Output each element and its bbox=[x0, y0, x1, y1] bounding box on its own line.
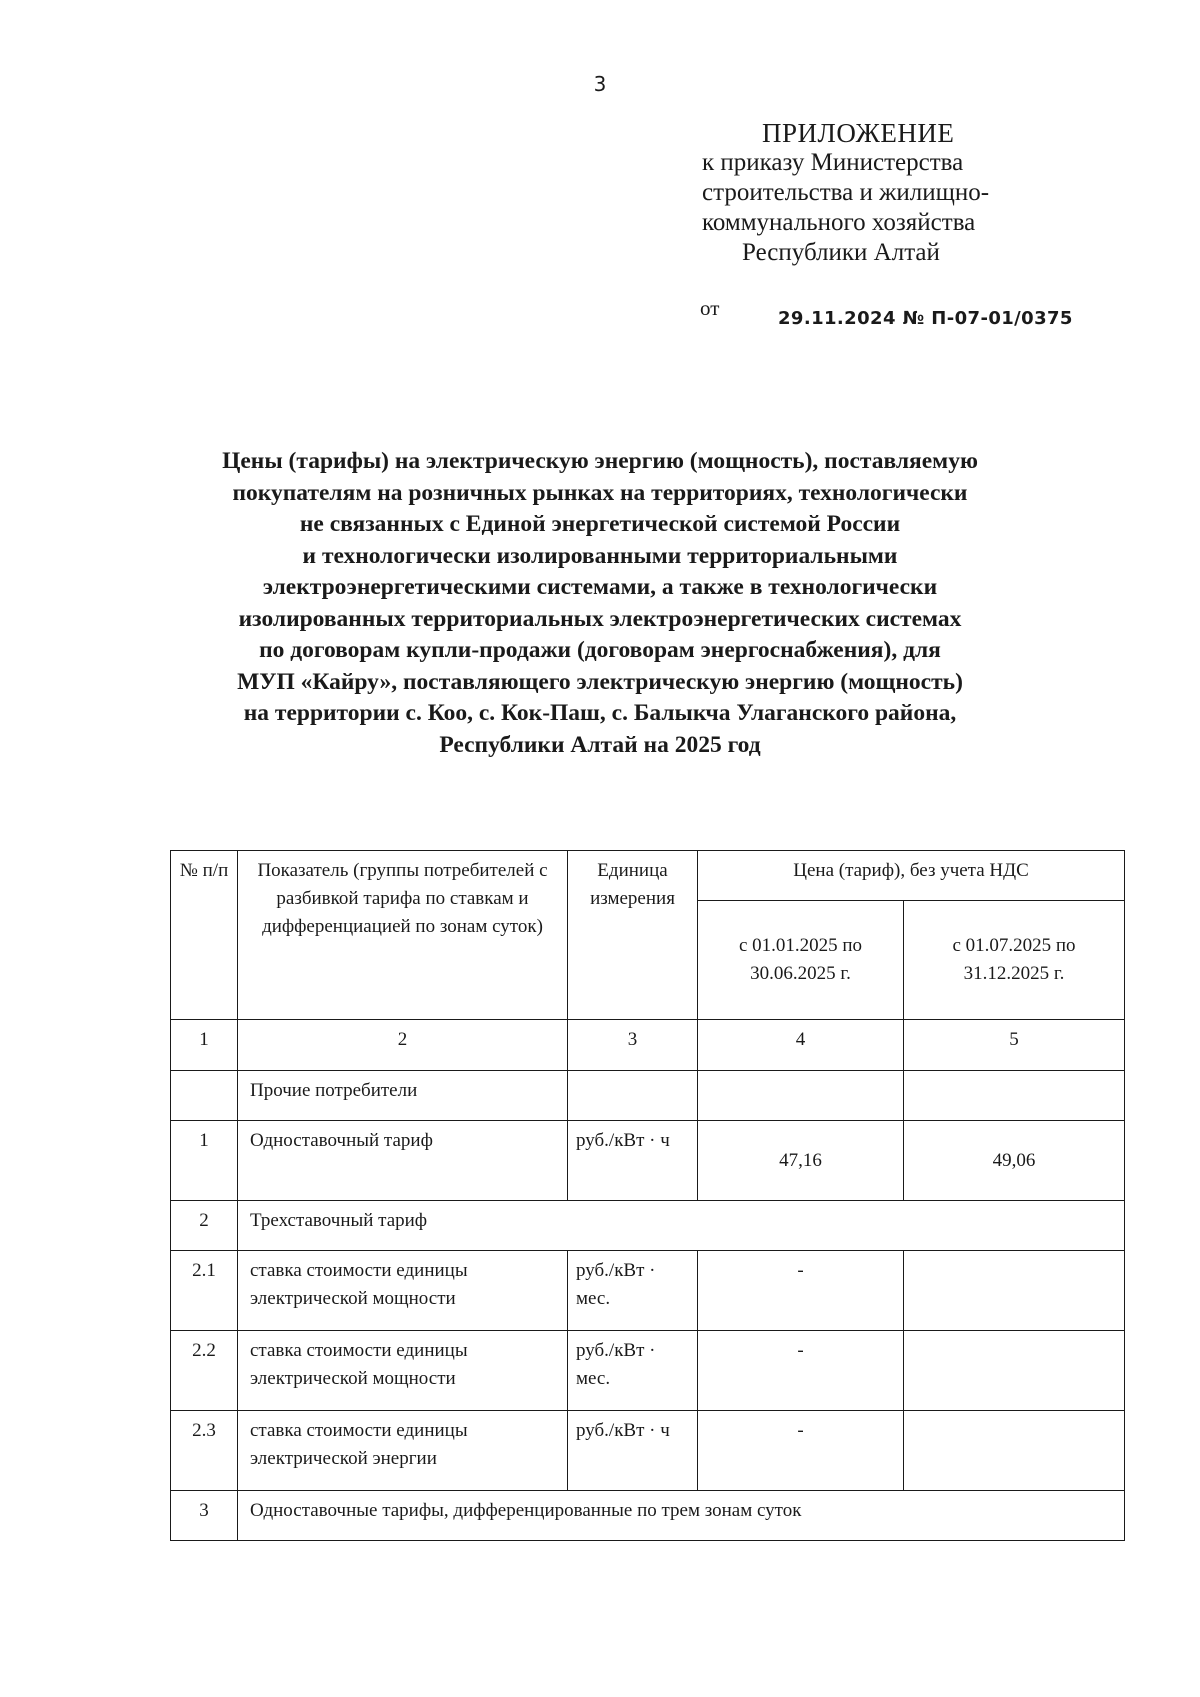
title-line: МУП «Кайру», поставляющего электрическую энергию (мощность) bbox=[237, 668, 963, 695]
date-prefix: от bbox=[700, 296, 720, 320]
cell-name: Одноставочный тариф bbox=[238, 1121, 568, 1201]
page-number: 3 bbox=[593, 72, 607, 96]
cell-num: 2.2 bbox=[171, 1331, 238, 1411]
cell-num: 2.1 bbox=[171, 1251, 238, 1331]
title-line: и технологически изолированными территориальными bbox=[302, 542, 898, 569]
cell-num bbox=[171, 1071, 238, 1121]
appendix-line: к приказу Министерства bbox=[702, 149, 964, 176]
col-number: 5 bbox=[904, 1020, 1125, 1071]
cell-name: Одноставочные тарифы, дифференцированные по трем зонам суток bbox=[238, 1491, 1125, 1541]
table-row bbox=[171, 1411, 1125, 1491]
title-line: Цены (тарифы) на электрическую энергию (мощность), поставляемую bbox=[222, 448, 978, 474]
header-unit: Единица измерения bbox=[568, 851, 698, 1020]
table-row bbox=[171, 1201, 1125, 1251]
header-period-1: с 01.01.2025 по 30.06.2025 г. bbox=[698, 901, 904, 1020]
table-row bbox=[171, 1071, 1125, 1121]
appendix-line: коммунального хозяйства bbox=[702, 209, 976, 236]
col-number: 3 bbox=[568, 1020, 698, 1071]
tariff-table bbox=[170, 850, 1125, 1541]
cell-price-2 bbox=[904, 1251, 1125, 1331]
table-row bbox=[171, 1331, 1125, 1411]
title-line: Республики Алтай на 2025 год bbox=[439, 731, 761, 758]
cell-price-2 bbox=[904, 1071, 1125, 1121]
table-row bbox=[171, 1251, 1125, 1331]
document-title bbox=[150, 446, 1050, 761]
header-indicator: Показатель (группы потребителей с разбивкой тарифа по ставкам и дифференциацией по зонам суток) bbox=[238, 851, 568, 1020]
cell-unit bbox=[568, 1071, 698, 1121]
table-header-row bbox=[171, 851, 1125, 901]
cell-name: ставка стоимости единицы электрической мощности bbox=[238, 1251, 568, 1331]
title-line: на территории с. Коо, с. Кок-Паш, с. Балыкча Улаганского района, bbox=[243, 700, 957, 726]
cell-price-1: - bbox=[698, 1331, 904, 1411]
cell-unit: руб./кВт · ч bbox=[568, 1411, 698, 1491]
cell-name: ставка стоимости единицы электрической мощности bbox=[238, 1331, 568, 1411]
title-line: по договорам купли-продажи (договорам энергоснабжения), для bbox=[259, 637, 941, 663]
order-date-number: 29.11.2024 № П-07-01/0375 bbox=[778, 308, 1073, 329]
title-line: покупателям на розничных рынках на территориях, технологически bbox=[232, 479, 968, 506]
cell-price-2: 49,06 bbox=[904, 1121, 1125, 1201]
col-number: 1 bbox=[171, 1020, 238, 1071]
cell-price-1: - bbox=[698, 1251, 904, 1331]
appendix-line: строительства и жилищно- bbox=[702, 179, 990, 206]
cell-price-1: - bbox=[698, 1411, 904, 1491]
cell-name: Трехставочный тариф bbox=[238, 1201, 1125, 1251]
table-row bbox=[171, 1491, 1125, 1541]
cell-num: 3 bbox=[171, 1491, 238, 1541]
cell-price-1: 47,16 bbox=[698, 1121, 904, 1201]
title-line: электроэнергетическими системами, а также в технологически bbox=[262, 574, 938, 600]
header-price: Цена (тариф), без учета НДС bbox=[698, 851, 1125, 901]
cell-price-2 bbox=[904, 1331, 1125, 1411]
cell-unit: руб./кВт · мес. bbox=[568, 1331, 698, 1411]
cell-num: 1 bbox=[171, 1121, 238, 1201]
title-line: не связанных с Единой энергетической системой России bbox=[299, 511, 901, 537]
cell-name: ставка стоимости единицы электрической энергии bbox=[238, 1411, 568, 1491]
appendix-title: ПРИЛОЖЕНИЕ bbox=[762, 118, 955, 148]
column-number-row bbox=[171, 1020, 1125, 1071]
title-line: изолированных территориальных электроэнергетических системах bbox=[238, 605, 962, 632]
cell-price-2 bbox=[904, 1411, 1125, 1491]
cell-num: 2.3 bbox=[171, 1411, 238, 1491]
table-row bbox=[171, 1121, 1125, 1201]
header-num: № п/п bbox=[171, 851, 238, 1020]
cell-unit: руб./кВт · ч bbox=[568, 1121, 698, 1201]
cell-name: Прочие потребители bbox=[238, 1071, 568, 1121]
col-number: 4 bbox=[698, 1020, 904, 1071]
cell-num: 2 bbox=[171, 1201, 238, 1251]
col-number: 2 bbox=[238, 1020, 568, 1071]
cell-price-1 bbox=[698, 1071, 904, 1121]
header-period-2: с 01.07.2025 по 31.12.2025 г. bbox=[904, 901, 1125, 1020]
cell-unit: руб./кВт · мес. bbox=[568, 1251, 698, 1331]
appendix-line: Республики Алтай bbox=[742, 239, 940, 266]
